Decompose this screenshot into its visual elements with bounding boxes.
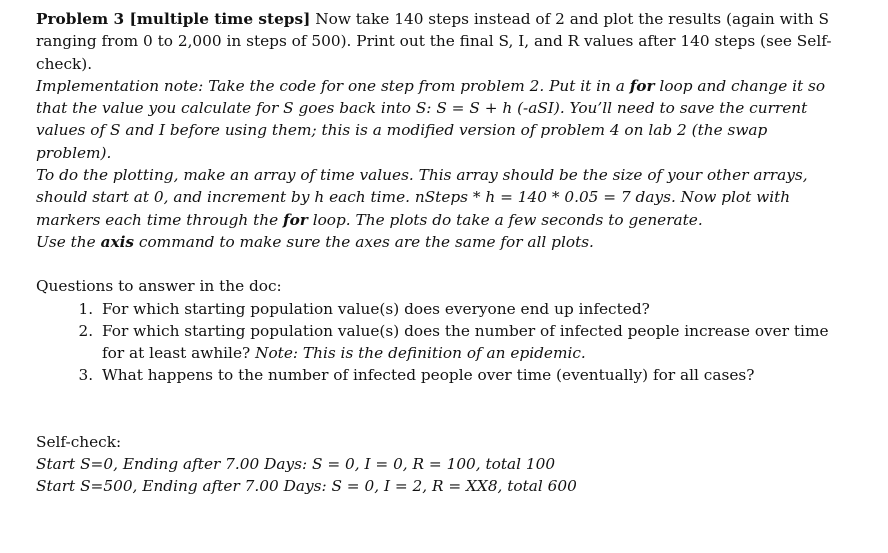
problem-intro: Now take 140 steps instead of 2 and plot the results (again with S ranging from 0 to 2,000 in steps of 500). Print out the final S, I, and R values after 140 steps (see Self-check).: [36, 10, 832, 73]
question-item: [98, 320, 836, 365]
implementation-note: [36, 75, 836, 164]
selfcheck-line: Start S=500, Ending after 7.00 Days: S = 0, I = 2, R = XX8, total 600: [36, 477, 577, 496]
questions-heading: Questions to answer in the doc:: [36, 277, 282, 296]
selfcheck-line: Start S=0, Ending after 7.00 Days: S = 0, I = 0, R = 100, total 100: [36, 455, 556, 474]
axis-text: Use the: [36, 232, 101, 251]
plotting-note: [36, 164, 836, 231]
problem-title: Problem 3 [multiple time steps]: [36, 10, 311, 28]
question-text: For which starting population value(s) does everyone end up infected?: [102, 299, 650, 318]
problem-paragraph: [36, 8, 836, 75]
implementation-text: loop and change it so that the value you calculate for S goes back into S: S = S + h (-aSI). You’ll need to save the current values of S and I before using them; this is a modified version of problem 4 on lab 2 (the swap problem).: [36, 76, 826, 162]
question-text: What happens to the number of infected people over time (eventually) for all cases?: [102, 366, 755, 385]
question-item: [98, 298, 836, 320]
question-text: For which starting population value(s) does the number of infected people increase over time for at least awhile?: [102, 321, 829, 363]
document-page: [36, 8, 836, 498]
code-keyword-for: for: [629, 76, 655, 95]
code-keyword-for: for: [283, 210, 308, 229]
plotting-text: To do the plotting, make an array of time values. This array should be the size of your other arrays, should start at 0, and increment by h each time. nSteps * h = 140 * 0.05 = 7 days. Now plot with markers each time through the: [36, 166, 808, 229]
plotting-text: loop. The plots do take a few seconds to generate.: [307, 210, 703, 229]
axis-text: command to make sure the axes are the same for all plots.: [134, 232, 594, 251]
question-note: Note: This is the definition of an epidemic.: [255, 344, 586, 363]
code-keyword-axis: axis: [100, 232, 135, 251]
questions-list: [36, 298, 836, 387]
axis-note: [36, 231, 836, 253]
selfcheck-heading: Self-check:: [36, 432, 122, 451]
question-item: [98, 364, 836, 386]
implementation-text: Implementation note: Take the code for one step from problem 2. Put it in a: [36, 76, 630, 95]
